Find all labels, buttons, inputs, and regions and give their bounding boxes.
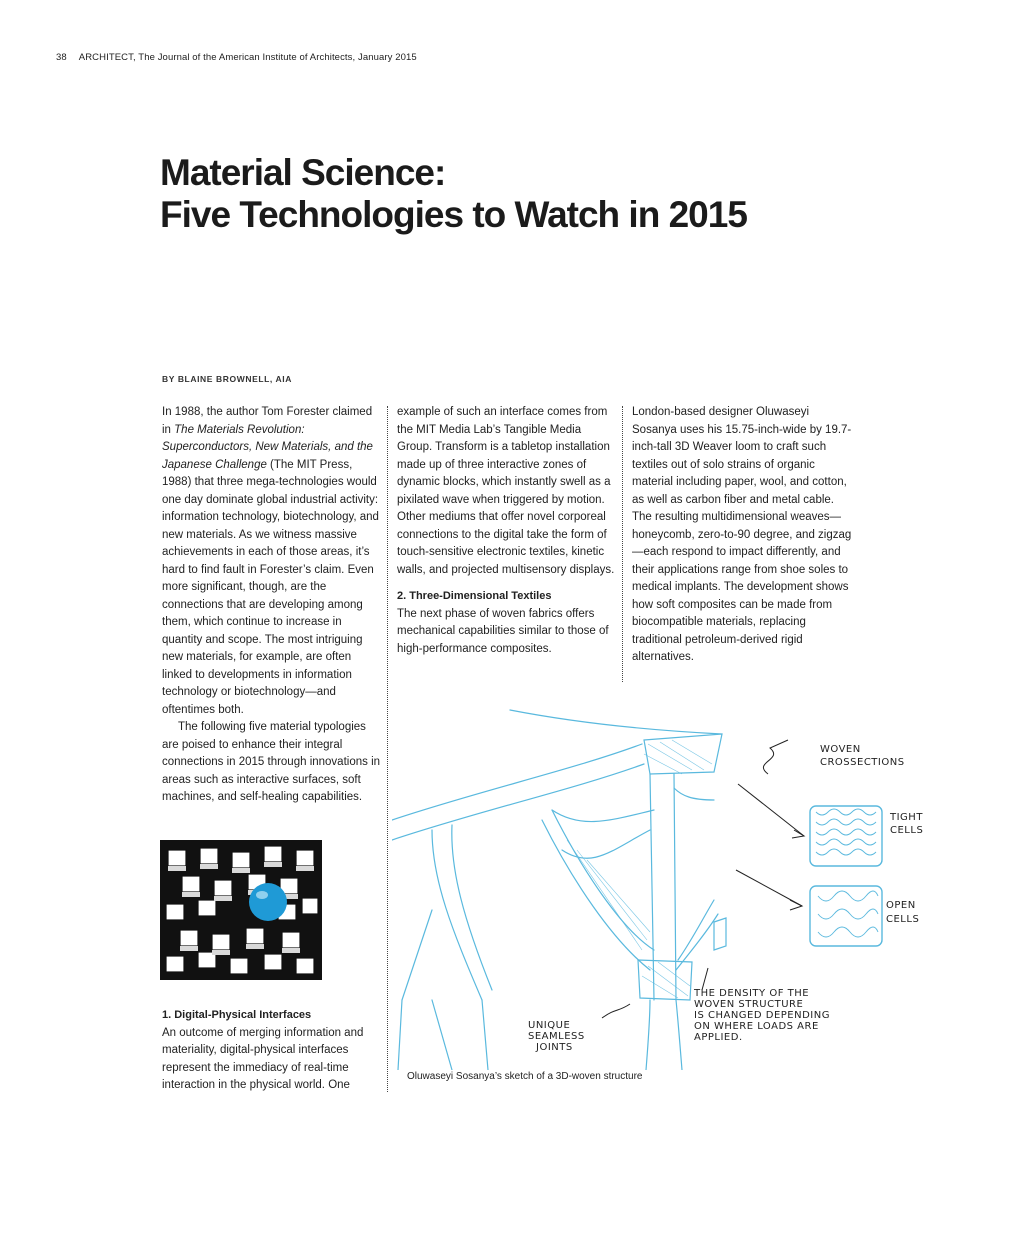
column-1-continued: [162, 998, 384, 1095]
running-title: ARCHITECT, The Journal of the American Institute of Architects, January 2015: [78, 52, 417, 63]
label-unique: UNIQUE: [528, 1020, 571, 1031]
label-woven: WOVEN: [820, 744, 861, 755]
intro-text-a: In 1988, the author Tom Forester claimed in: [162, 406, 373, 436]
label-crossections: CROSSECTIONS: [820, 757, 905, 768]
intro-text-b: (The MIT Press, 1988) that three mega-technologies would one day dominate global industrial activity: information technology, biotechnology, and new materials. As we witness massive achievements in each of those areas, it’s hard to find fault in Forester’s claim. Even more significant, though, are the connections that are developing among them, which continue to increase in quantity and scope. The most intriguing new materials, for example, are often linked to developments in information technology or biotechnology—and oftentimes both.: [162, 458, 379, 716]
column-3: [632, 404, 854, 667]
sketch-lines: [392, 710, 726, 1070]
open-cells-swatch: [810, 886, 882, 946]
label-density-2: WOVEN STRUCTURE: [694, 999, 804, 1010]
column-2: [397, 404, 619, 658]
column-rule-1: [387, 406, 388, 1092]
figure-caption: Oluwaseyi Sosanya’s sketch of a 3D-woven structure: [407, 1071, 643, 1082]
weave-hatching: [567, 740, 712, 998]
open-cells-pattern: [818, 891, 878, 937]
woven-structure-sketch: [392, 700, 932, 1070]
label-tight: TIGHT: [890, 812, 923, 823]
annotation-arrows: [602, 740, 804, 1018]
column-1: [162, 404, 384, 807]
section-2-heading: 2. Three-Dimensional Textiles: [397, 590, 552, 602]
label-open: OPEN: [886, 900, 916, 911]
column-3-paragraph: London-based designer Oluwaseyi Sosanya uses his 15.75-inch-wide by 19.7-inch-tall 3D Weaver loom to craft such textiles out of solo strains of organic material including paper, wool, and cotton, as well as carbon fiber and metal cable. The resulting multidimensional weaves—honeycomb, zero-to-90 degree, and zigzag—each respond to impact differently, and their applications range from shoe soles to medical implants. The development shows how soft composites can be made from biocompatible materials, replacing traditional petroleum-derived rigid alternatives.: [632, 406, 852, 663]
sphere-highlight: [256, 891, 268, 899]
title-line-2: Five Technologies to Watch in 2015: [160, 194, 747, 235]
blue-sphere: [249, 883, 287, 921]
digital-blocks-illustration: [160, 840, 322, 980]
label-density-1: THE DENSITY OF THE: [694, 988, 810, 999]
label-density-5: APPLIED.: [694, 1032, 743, 1043]
label-density-4: ON WHERE LOADS ARE: [694, 1021, 819, 1032]
tight-cells-pattern: [816, 809, 876, 855]
section-1-text: An outcome of merging information and materiality, digital-physical interfaces represent the immediacy of real-time interaction in the physical world. One: [162, 1026, 364, 1091]
column-2-paragraph: example of such an interface comes from the MIT Media Lab’s Tangible Media Group. Transform is a tabletop installation made up of three interactive zones of dynamic blocks, which instantly swell as a pixilated wave when triggered by motion. Other mediums that offer novel corporeal connections to the digital take the form of touch-sensitive electronic textiles, kinetic walls, and projected multisensory displays.: [397, 406, 615, 576]
label-joints: JOINTS: [536, 1042, 573, 1053]
second-paragraph: The following five material typologies are poised to enhance their integral connections in 2015 through innovations in areas such as interactive surfaces, soft machines, and self-healing capabilities.: [162, 721, 381, 803]
label-tight-cells: CELLS: [890, 825, 924, 836]
intro-paragraph: [162, 404, 384, 719]
label-seamless: SEAMLESS: [528, 1031, 585, 1042]
section-2-text: The next phase of woven fabrics offers mechanical capabilities similar to those of high-performance composites.: [397, 607, 609, 655]
label-open-cells: CELLS: [886, 914, 920, 925]
section-1-heading: 1. Digital-Physical Interfaces: [162, 1009, 312, 1021]
byline: BY BLAINE BROWNELL, AIA: [162, 374, 292, 384]
column-rule-2: [622, 406, 623, 682]
title-line-1: Material Science:: [160, 152, 446, 193]
running-header: [56, 52, 417, 63]
label-density-3: IS CHANGED DEPENDING: [694, 1010, 830, 1021]
page-number: 38: [56, 52, 67, 63]
article-title: [160, 152, 747, 236]
book-title: The Materials Revolution: Superconductors, New Materials, and the Japanese Challenge: [162, 423, 373, 471]
